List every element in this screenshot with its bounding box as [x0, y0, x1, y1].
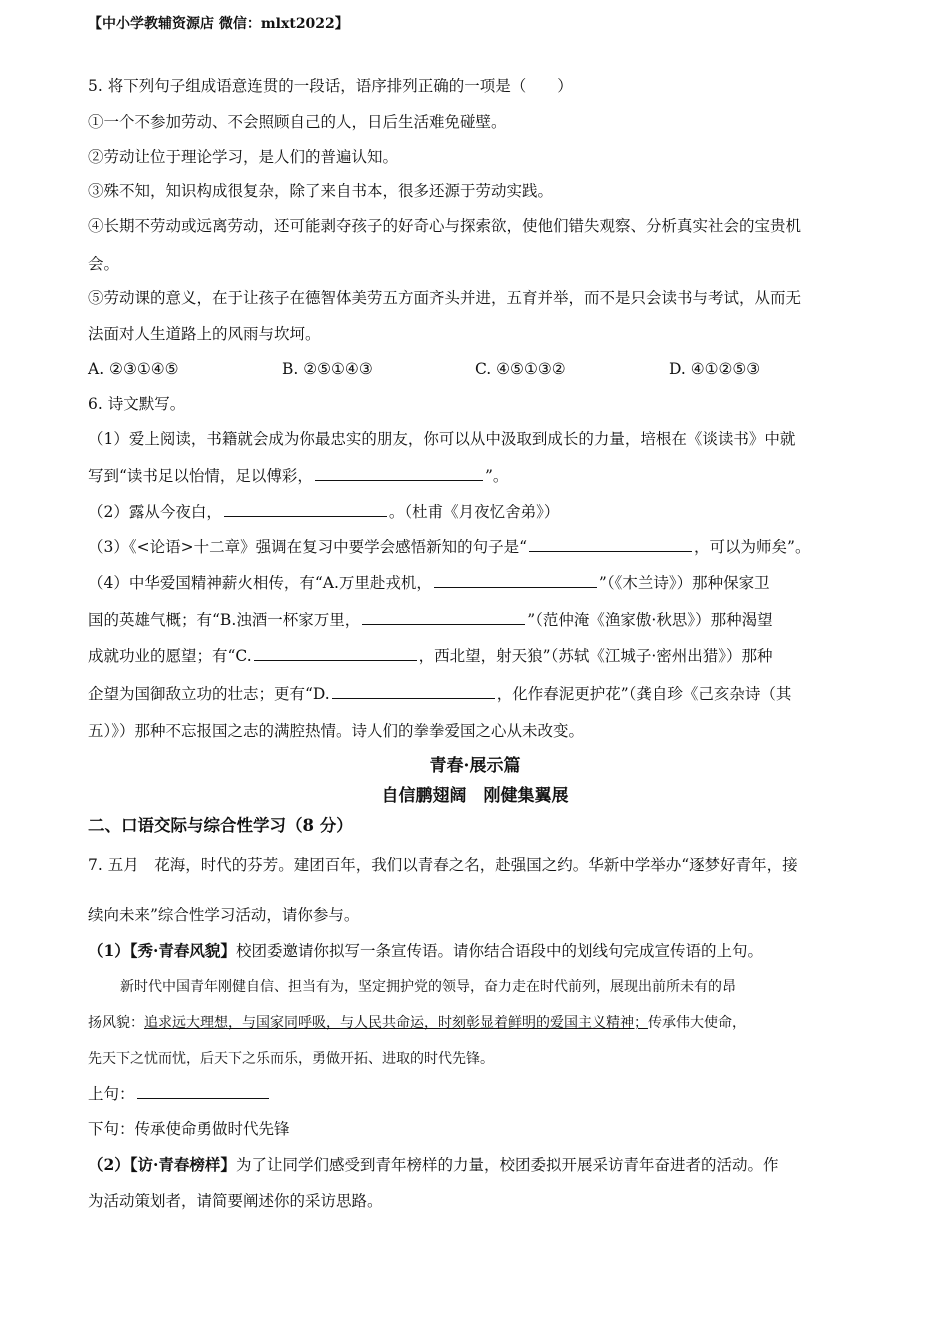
- q7-stem-cont: 续向未来”综合性学习活动，请你参与。: [88, 906, 360, 924]
- q7-part2-text: 为了让同学们感受到青年榜样的力量，校团委拟开展采访青年奋进者的活动。作: [235, 1156, 779, 1174]
- page-header: 【中小学教辅资源店 微信：mlxt2022】: [88, 16, 349, 32]
- q6-stem: 6. 诗文默写。: [88, 395, 186, 413]
- answer-blank[interactable]: [434, 573, 597, 588]
- q5-stem: 5. 将下列句子组成语意连贯的一段话，语序排列正确的一项是（ ）: [88, 77, 573, 95]
- q7-quote-prefix: 扬风貌：: [88, 1015, 144, 1031]
- q5-sentence-3: ③殊不知，知识构成很复杂，除了来自书本，很多还源于劳动实践。: [88, 182, 554, 200]
- section-title-2: 自信鹏翅阔 刚健集翼展: [381, 786, 569, 806]
- q7-part1-text: 校团委邀请你拟写一条宣传语。请你结合语段中的划线句完成宣传语的上句。: [235, 942, 763, 960]
- q6-part4-line5: 五）》）那种不忘报国之志的满腔热情。诗人们的拳拳爱国之心从未改变。: [88, 722, 585, 740]
- q7-quote-line3: 先天下之忧而忧，后天下之乐而乐，勇做开拓、进取的时代先锋。: [88, 1051, 494, 1067]
- q6-part4-b-end: ”（范仲淹《渔家傲·秋思》）那种渴望: [527, 611, 773, 629]
- q6-part4-d-text: 企望为国御敌立功的壮志；更有“D.: [88, 685, 330, 703]
- section-title-1: 青春·展示篇: [429, 756, 521, 776]
- q6-part4-line2: [88, 610, 773, 630]
- answer-blank[interactable]: [254, 646, 417, 661]
- q6-part3: [88, 537, 810, 557]
- q6-part4-c-end: ，西北望，射天狼”（苏轼《江城子·密州出猎》）那种: [418, 647, 773, 665]
- q5-option-c: C. ④⑤①③②: [475, 360, 566, 378]
- answer-blank[interactable]: [332, 684, 495, 699]
- q6-part1-text: 写到“读书足以怡情，足以傅彩，: [88, 467, 313, 485]
- q7-part2-cont: 为活动策划者，请简要阐述你的采访思路。: [88, 1192, 383, 1210]
- q6-part3-text: （3）《<论语>十二章》强调在复习中要学会感悟新知的句子是“: [88, 538, 528, 556]
- q6-part4-c-text: 成就功业的愿望；有“C.: [88, 647, 252, 665]
- q6-part4-d-end: ，化作春泥更护花”（龚自珍《己亥杂诗（其: [496, 685, 792, 703]
- q7-part1: [88, 941, 763, 961]
- q7-stem: 7. 五月 花海，时代的芬芳。建团百年，我们以青春之名，赴强国之约。华新中学举办“逐梦好青年，接: [88, 856, 798, 874]
- q6-part4-line1: [88, 573, 770, 593]
- q6-part4-a-text: （4）中华爱国精神薪火相传，有“A.万里赴戎机，: [88, 574, 432, 592]
- q6-part2-text: （2）露从今夜白，: [88, 503, 222, 521]
- q6-part4-a-end: ”（《木兰诗》）那种保家卫: [598, 574, 770, 592]
- q6-part1-end: ”。: [484, 467, 509, 485]
- q5-sentence-4: ④长期不劳动或远离劳动，还可能剥夺孩子的好奇心与探索欲，使他们错失观察、分析真实社会的宝贵机: [88, 217, 802, 235]
- q5-option-b: B. ②⑤①④③: [282, 360, 373, 378]
- answer-blank[interactable]: [362, 610, 525, 625]
- q5-sentence-2: ②劳动让位于理论学习，是人们的普遍认知。: [88, 148, 399, 166]
- q6-part1-cont: [88, 466, 508, 486]
- q6-part4-b-text: 国的英雄气概；有“B.浊酒一杯家万里，: [88, 611, 361, 629]
- answer-blank[interactable]: [529, 537, 692, 552]
- q7-lower-line: 下句：传承使命勇做时代先锋: [88, 1120, 290, 1138]
- q7-upper-line: [88, 1084, 271, 1104]
- q5-sentence-5: ⑤劳动课的意义，在于让孩子在德智体美劳五方面齐头并进，五育并举，而不是只会读书与考试，从而无: [88, 289, 802, 307]
- q7-quote-line2: [88, 1013, 746, 1033]
- q6-part3-end: ，可以为师矣”。: [694, 538, 811, 556]
- q6-part1: （1）爱上阅读，书籍就会成为你最忠实的朋友，你可以从中汲取到成长的力量，培根在《谈读书》中就: [88, 430, 796, 448]
- q5-option-a: A. ②③①④⑤: [88, 360, 179, 378]
- q7-quote-line1: 新时代中国青年刚健自信、担当有为，坚定拥护党的领导，奋力走在时代前列，展现出前所未有的昂: [120, 979, 736, 995]
- q7-part2-tag: （2）【访·青春榜样】: [88, 1155, 236, 1174]
- q5-sentence-4-cont: 会。: [88, 255, 120, 273]
- q6-part4-line3: [88, 646, 773, 666]
- q5-option-d: D. ④①②⑤③: [669, 360, 761, 378]
- q7-quote-suffix: 传承伟大使命，: [648, 1015, 746, 1031]
- answer-blank[interactable]: [224, 502, 387, 517]
- q6-part2: [88, 502, 559, 522]
- q7-upper-label: 上句：: [88, 1085, 135, 1103]
- q5-sentence-5-cont: 法面对人生道路上的风雨与坎坷。: [88, 325, 321, 343]
- answer-blank[interactable]: [137, 1084, 269, 1099]
- section-heading: 二、口语交际与综合性学习（8 分）: [88, 816, 353, 835]
- q7-part2: [88, 1155, 778, 1175]
- q7-part1-tag: （1）【秀·青春风貌】: [88, 941, 236, 960]
- q6-part4-line4: [88, 684, 791, 704]
- q6-part2-end: 。（杜甫《月夜忆舍弟》）: [388, 503, 560, 521]
- answer-blank[interactable]: [315, 466, 483, 481]
- q5-sentence-1: ①一个不参加劳动、不会照顾自己的人，日后生活难免碰壁。: [88, 113, 507, 131]
- q7-quote-underlined: 追求远大理想，与国家同呼吸，与人民共命运，时刻彰显着鲜明的爱国主义精神；: [144, 1015, 648, 1031]
